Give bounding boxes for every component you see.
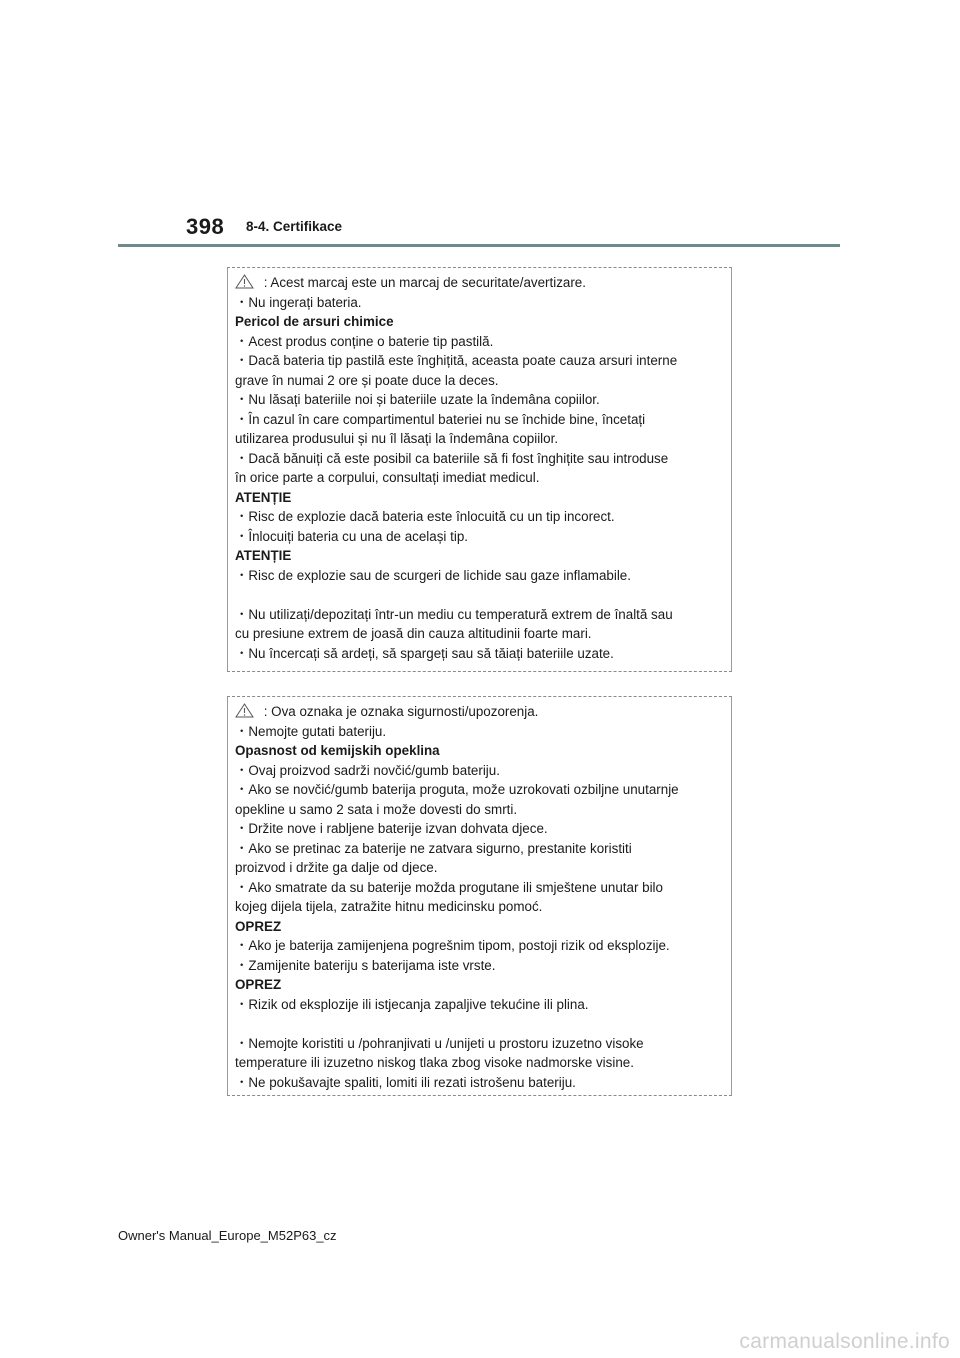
warning-heading: OPREZ	[235, 977, 282, 992]
warning-line: ・Înlocuiți bateria cu una de același tip.	[235, 528, 468, 544]
warning-line: ・Nu ingerați bateria.	[235, 294, 362, 310]
warning-line: ・Ovaj proizvod sadrži novčić/gumb bateriju.	[235, 762, 500, 778]
warning-line: proizvod i držite ga dalje od djece.	[235, 860, 438, 875]
warning-triangle-icon	[235, 274, 254, 289]
warning-line: ・Držite nove i rabljene baterije izvan dohvata djece.	[235, 821, 548, 836]
warning-line: kojeg dijela tijela, zatražite hitnu medicinsku pomoć.	[235, 899, 543, 914]
warning-line: cu presiune extrem de joasă din cauza altitudinii foarte mari.	[235, 626, 592, 641]
warning-symbol-line	[235, 273, 727, 293]
warning-heading: ATENȚIE	[235, 489, 292, 505]
warning-line: ・Ako se novčić/gumb baterija proguta, može uzrokovati ozbiljne unutarnje	[235, 782, 679, 797]
warning-line: ・Acest produs conține o baterie tip pastilă.	[235, 333, 494, 349]
warning-line: ・Risc de explozie sau de scurgeri de lichide sau gaze inflamabile.	[235, 567, 631, 583]
warning-line: utilizarea produsului și nu îl lăsați la îndemâna copiilor.	[235, 431, 559, 446]
croatian-warning-box	[227, 696, 732, 1096]
warning-line: ・Nu lăsați bateriile noi și bateriile uzate la îndemâna copiilor.	[235, 392, 600, 407]
warning-line: ・Ako je baterija zamijenjena pogrešnim tipom, postoji rizik od eksplozije.	[235, 938, 670, 953]
warning-line-text: : Ova oznaka je oznaka sigurnosti/upozorenja.	[260, 704, 539, 719]
warning-triangle-icon	[235, 703, 254, 718]
page-number: 398	[186, 214, 225, 239]
warning-line: ・Ne pokušavajte spaliti, lomiti ili rezati istrošenu bateriju.	[235, 1074, 576, 1090]
warning-line: ・În cazul în care compartimentul bateriei nu se închide bine, încetați	[235, 411, 646, 427]
warning-line-text: : Acest marcaj este un marcaj de securitate/avertizare.	[260, 275, 586, 290]
warning-heading: OPREZ	[235, 918, 282, 934]
watermark: carmanualsonline.info	[739, 1330, 950, 1353]
blank-line	[235, 585, 727, 605]
warning-line: ・Rizik od eksplozije ili istjecanja zapaljive tekućine ili plina.	[235, 996, 589, 1012]
warning-line: în orice parte a corpului, consultați imediat medicul.	[235, 470, 540, 485]
warning-line: ・Nemojte koristiti u /pohranjivati u /unijeti u prostoru izuzetno visoke	[235, 1035, 644, 1051]
warning-line: ・Nu utilizați/depozitați într-un mediu cu temperatură extrem de înaltă sau	[235, 606, 673, 622]
warning-line: opekline u samo 2 sata i može dovesti do smrti.	[235, 801, 518, 817]
warning-heading: Opasnost od kemijskih opeklina	[235, 743, 440, 758]
warning-line: ・Risc de explozie dacă bateria este înlocuită cu un tip incorect.	[235, 509, 615, 524]
section-title: 8-4. Certifikace	[246, 219, 343, 234]
romanian-warning-box	[227, 267, 732, 672]
warning-line: ・Dacă bănuiți că este posibil ca bateriile să fi fost înghițite sau introduse	[235, 450, 669, 466]
warning-heading: Pericol de arsuri chimice	[235, 314, 394, 329]
footer-manual-id: Owner's Manual_Europe_M52P63_cz	[118, 1228, 337, 1243]
warning-line: temperature ili izuzetno niskog tlaka zbog visoke nadmorske visine.	[235, 1055, 634, 1070]
warning-heading: ATENȚIE	[235, 548, 292, 563]
blank-line	[235, 1014, 727, 1034]
warning-line: ・Nu încercați să ardeți, să spargeți sau să tăiați bateriile uzate.	[235, 645, 614, 661]
header-rule	[118, 244, 840, 247]
warning-line: grave în numai 2 ore și poate duce la deces.	[235, 372, 499, 388]
warning-line: ・Ako se pretinac za baterije ne zatvara sigurno, prestanite koristiti	[235, 840, 632, 856]
warning-line: ・Nemojte gutati bateriju.	[235, 723, 387, 739]
warning-line: ・Ako smatrate da su baterije možda progutane ili smještene unutar bilo	[235, 879, 663, 895]
warning-symbol-line	[235, 702, 727, 722]
warning-line: ・Dacă bateria tip pastilă este înghițită, aceasta poate cauza arsuri interne	[235, 353, 678, 368]
warning-line: ・Zamijenite bateriju s baterijama iste vrste.	[235, 957, 496, 973]
